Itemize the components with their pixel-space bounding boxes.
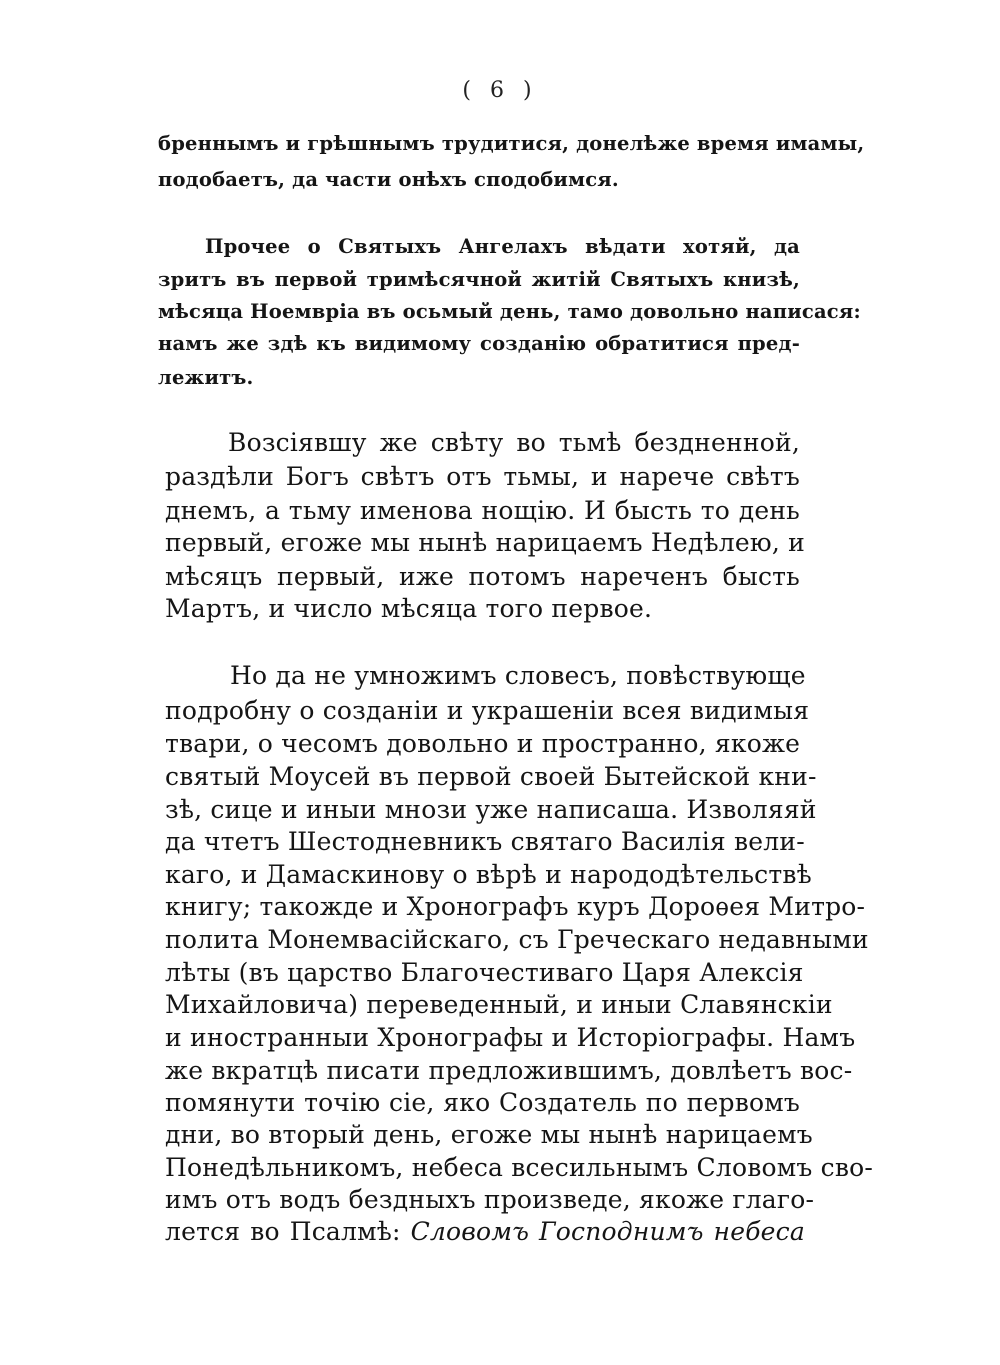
text-line: раздѣли Богъ свѣтъ отъ тьмы, и нарече свѣтъ — [165, 462, 800, 491]
text-line: Михайловича) переведенный, и иныи Славянскіи — [165, 990, 833, 1019]
text-line: святый Моусей въ первой своей Бытейской кни- — [165, 762, 817, 791]
text-line: подобаетъ, да части онѣхъ сподобимся. — [158, 168, 619, 191]
text-line: первый, егоже мы нынѣ нарицаемъ Недѣлею, и — [165, 528, 805, 557]
text-line: полита Монемвасійскаго, съ Греческаго недавными — [165, 925, 869, 954]
text-line: Мартъ, и число мѣсяца того первое. — [165, 594, 653, 623]
text-line: да чтетъ Шестодневникъ святаго Василія вели- — [165, 827, 805, 856]
text-line: Понедѣльникомъ, небеса всесильнымъ Словомъ сво- — [165, 1153, 874, 1182]
text-line: бреннымъ и грѣшнымъ трудитися, донелѣже время имамы, — [158, 132, 865, 155]
text-plain: лется во Псалмѣ: — [165, 1217, 401, 1246]
page-number: ( 6 ) — [462, 78, 538, 103]
text-line: зритъ въ первой тримѣсячной житій Святыхъ книзѣ, — [158, 268, 800, 291]
text-line: лежитъ. — [158, 366, 254, 389]
text-line: имъ отъ водъ бездныхъ произведе, якоже глаго- — [165, 1185, 815, 1214]
text-line: каго, и Дамаскинову о вѣрѣ и народодѣтельствѣ — [165, 860, 812, 889]
text-line: днемъ, а тьму именова нощію. И бысть то день — [165, 496, 800, 525]
text-line: намъ же здѣ къ видимому созданію обратитися пред- — [158, 332, 800, 355]
text-line: Прочее о Святыхъ Ангелахъ вѣдати хотяй, да — [205, 235, 800, 258]
text-line: Возсіявшу же свѣту во тьмѣ бездненной, — [228, 428, 800, 457]
text-line: дни, во вторый день, егоже мы нынѣ нарицаемъ — [165, 1120, 813, 1149]
text-line: лѣты (въ царство Благочестиваго Царя Алексія — [165, 958, 804, 987]
text-line: помянути точію сіе, яко Создатель по первомъ — [165, 1088, 800, 1117]
text-line: и иностранныи Хронографы и Исторіографы. Намъ — [165, 1023, 856, 1052]
text-line: мѣсяца Ноемвріа въ осьмый день, тамо довольно написася: — [158, 300, 861, 323]
text-italic: Словомъ Господнимъ небеса — [410, 1217, 805, 1246]
text-line: Но да не умножимъ словесъ, повѣствующе — [230, 661, 806, 690]
text-line: книгу; такожде и Хронографъ куръ Дороѳея Митро- — [165, 892, 866, 921]
text-line: зѣ, сице и иныи мнози уже написаша. Изволяяй — [165, 795, 817, 824]
text-line: же вкратцѣ писати предложившимъ, довлѣетъ вос- — [165, 1056, 853, 1085]
text-line: твари, о чесомъ довольно и пространно, якоже — [165, 729, 801, 758]
text-line-final — [165, 1217, 805, 1246]
text-line: подробну о созданіи и украшеніи всея видимыя — [165, 696, 810, 725]
text-line: мѣсяцъ первый, иже потомъ нареченъ бысть — [165, 562, 800, 591]
